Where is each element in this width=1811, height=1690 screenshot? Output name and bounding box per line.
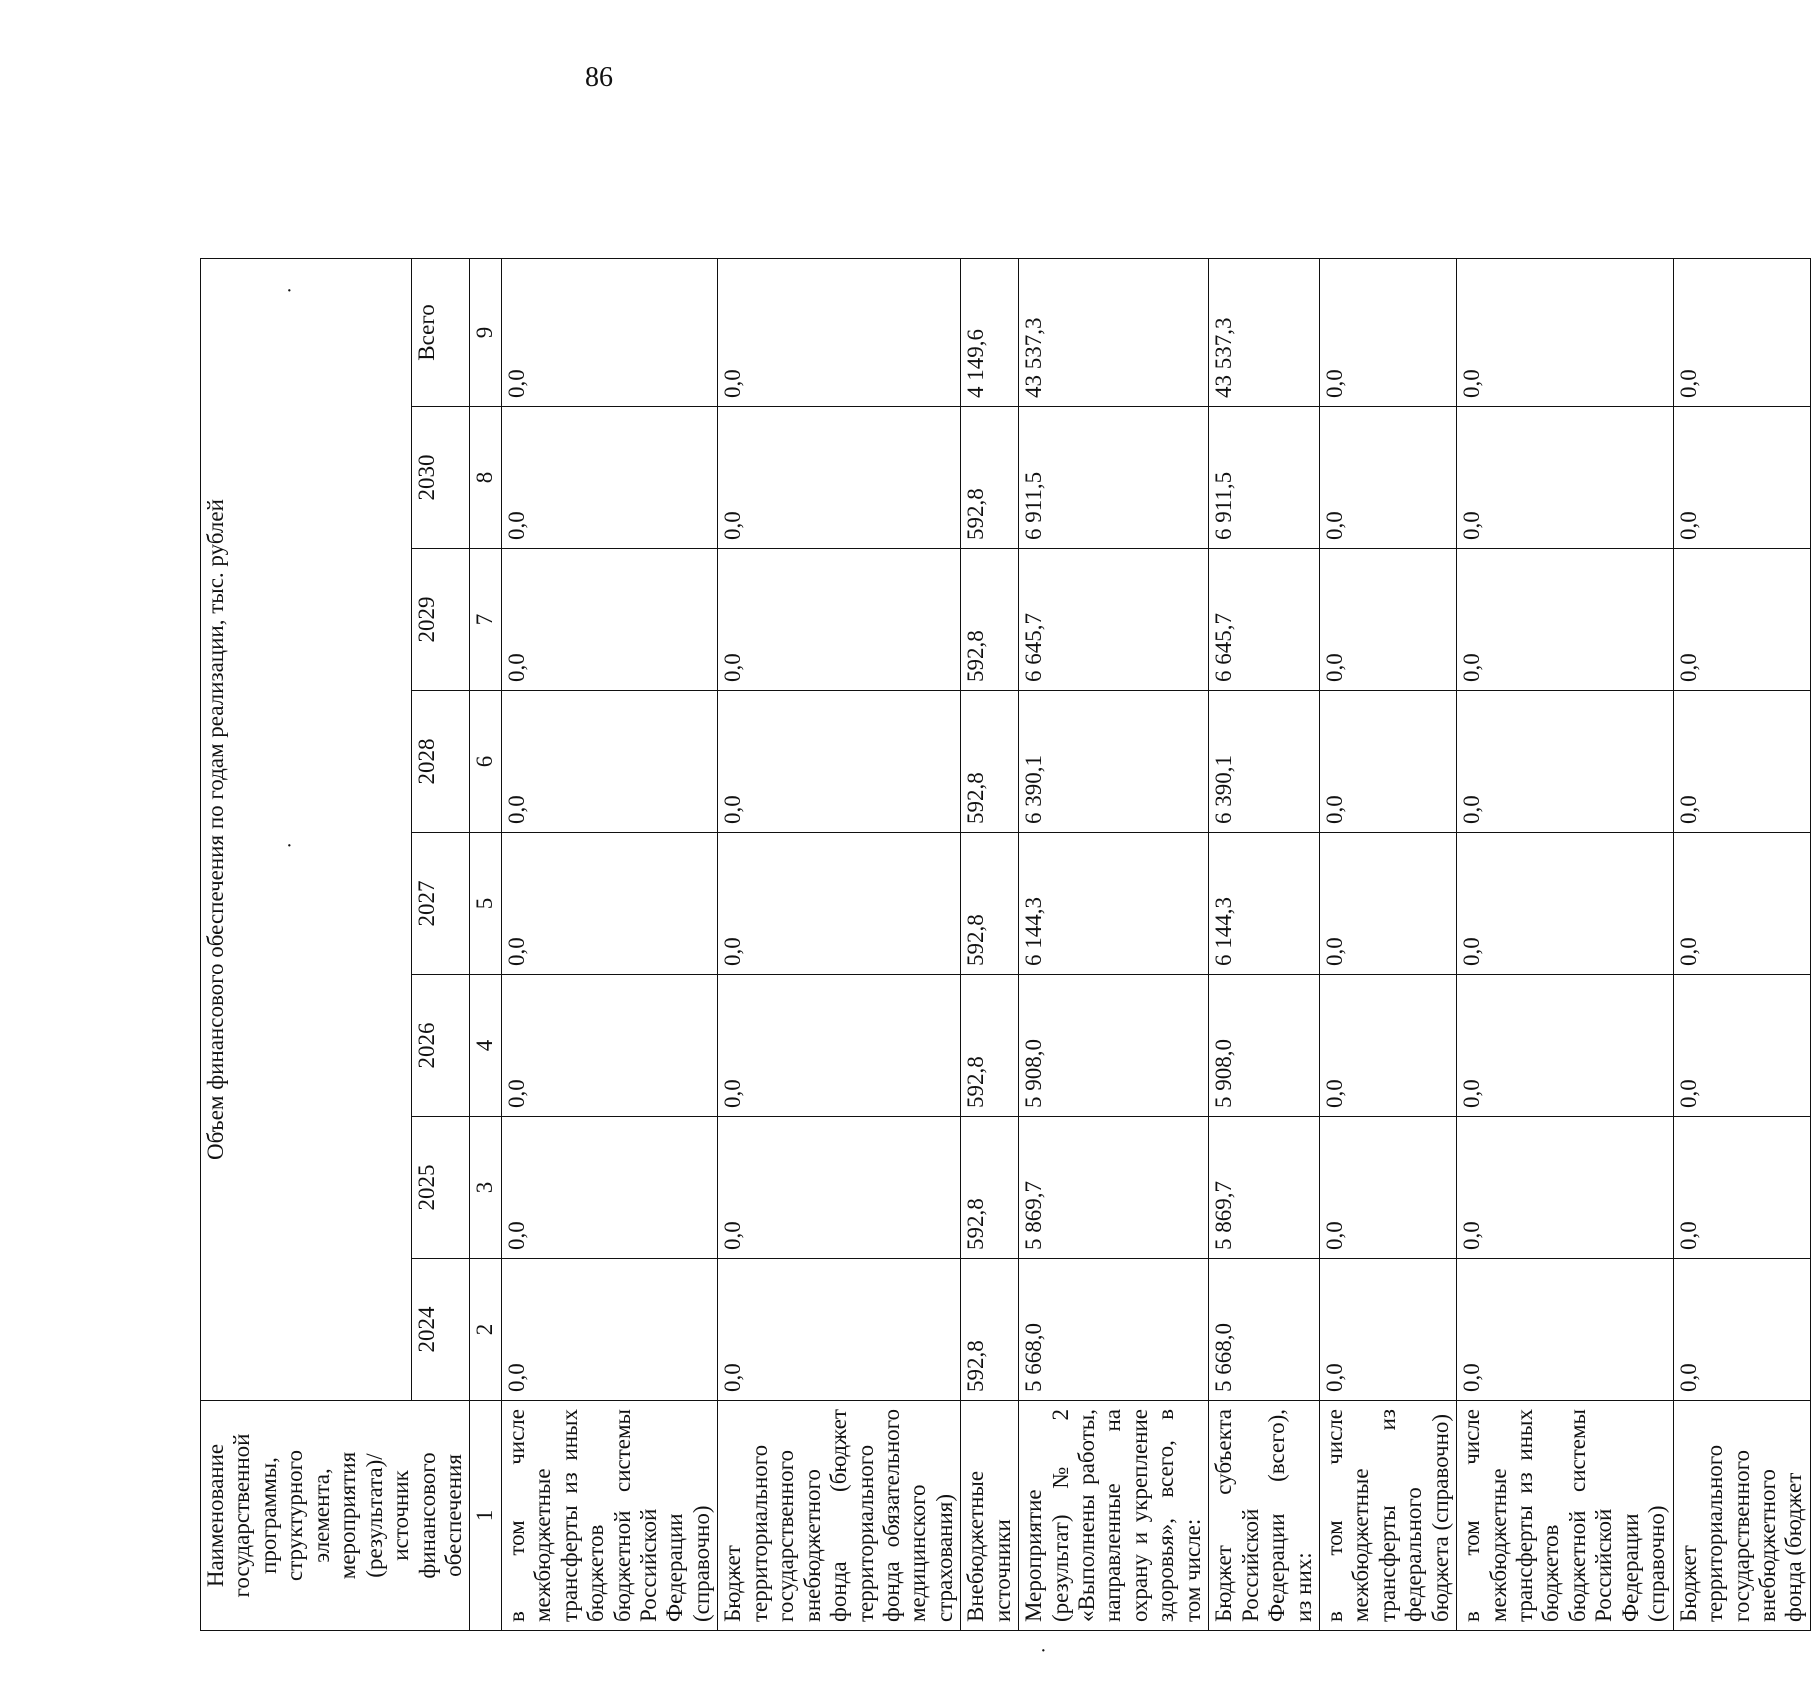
row-name-cell: Бюджет территориального государственного внебюджетного фонда (бюджет: [1673, 1401, 1810, 1631]
value-cell: 0,0: [718, 975, 961, 1117]
decorative-mark: ·: [1040, 1640, 1047, 1662]
table-row: [1673, 259, 1810, 1631]
value-cell: 5 869,7: [1209, 1117, 1320, 1259]
value-cell: 0,0: [718, 1259, 961, 1401]
value-cell: 0,0: [718, 1117, 961, 1259]
value-cell: 592,8: [961, 407, 1019, 549]
table-row: [1457, 259, 1674, 1631]
value-cell: 0,0: [501, 833, 718, 975]
value-cell: 0,0: [1457, 691, 1674, 833]
table-row: [961, 259, 1019, 1631]
index-cell: 8: [470, 407, 501, 549]
value-cell: 592,8: [961, 691, 1019, 833]
value-cell: 592,8: [961, 975, 1019, 1117]
value-cell: 0,0: [1673, 259, 1810, 407]
table-row: [1019, 259, 1209, 1631]
value-cell: 0,0: [1319, 259, 1456, 407]
value-cell: 0,0: [1457, 975, 1674, 1117]
index-cell: 4: [470, 975, 501, 1117]
value-cell: 5 908,0: [1209, 975, 1320, 1117]
row-name-cell: в том числе межбюджетные трансферты из иных бюджетов бюджетной системы Российской Федерации (справочно): [1457, 1401, 1674, 1631]
value-cell: 5 908,0: [1019, 975, 1209, 1117]
value-cell: 592,8: [961, 833, 1019, 975]
value-cell: 0,0: [1673, 975, 1810, 1117]
year-header: 2030: [411, 407, 470, 549]
value-cell: 0,0: [1457, 1259, 1674, 1401]
value-cell: 0,0: [1673, 1117, 1810, 1259]
year-header: 2027: [411, 833, 470, 975]
value-cell: 6 144,3: [1209, 833, 1320, 975]
value-cell: 0,0: [1673, 407, 1810, 549]
value-cell: 0,0: [501, 1259, 718, 1401]
index-cell: 6: [470, 691, 501, 833]
table-row: [501, 259, 718, 1631]
value-cell: 592,8: [961, 549, 1019, 691]
value-cell: 0,0: [501, 549, 718, 691]
year-header: Всего: [411, 259, 470, 407]
value-cell: 5 869,7: [1019, 1117, 1209, 1259]
value-cell: 592,8: [961, 1117, 1019, 1259]
value-cell: 0,0: [1457, 833, 1674, 975]
value-cell: 6 144,3: [1019, 833, 1209, 975]
header-row: [201, 259, 412, 1631]
header-name-cell: Наименование государственной программы, структурного элемента, мероприятия (результата)/источник финансового обеспечения: [201, 1401, 470, 1631]
table-row: [718, 259, 961, 1631]
value-cell: 6 390,1: [1209, 691, 1320, 833]
value-cell: 0,0: [501, 1117, 718, 1259]
value-cell: 592,8: [961, 1259, 1019, 1401]
value-cell: 0,0: [501, 691, 718, 833]
row-name-cell: в том числе межбюджетные трансферты из иных бюджетов бюджетной системы Российской Федерации (справочно): [501, 1401, 718, 1631]
index-cell: 3: [470, 1117, 501, 1259]
value-cell: 0,0: [1319, 549, 1456, 691]
value-cell: 0,0: [1673, 549, 1810, 691]
value-cell: 43 537,3: [1209, 259, 1320, 407]
table-row: [1209, 259, 1320, 1631]
value-cell: 6 390,1: [1019, 691, 1209, 833]
value-cell: 6 645,7: [1019, 549, 1209, 691]
rotated-table-container: [200, 259, 1807, 1631]
year-header: 2025: [411, 1117, 470, 1259]
value-cell: 0,0: [1673, 833, 1810, 975]
value-cell: 0,0: [501, 259, 718, 407]
value-cell: 5 668,0: [1019, 1259, 1209, 1401]
value-cell: 0,0: [1673, 691, 1810, 833]
value-cell: 0,0: [718, 833, 961, 975]
value-cell: 0,0: [1319, 1117, 1456, 1259]
table-row: [1319, 259, 1456, 1631]
row-name-cell: Бюджет субъекта Российской Федерации (всего), из них:: [1209, 1401, 1320, 1631]
value-cell: 0,0: [1319, 833, 1456, 975]
row-name-cell: Бюджет территориального государственного внебюджетного фонда (бюджет территориального фонда обязательного медицинского страхования): [718, 1401, 961, 1631]
value-cell: 0,0: [718, 259, 961, 407]
index-cell: 5: [470, 833, 501, 975]
value-cell: 0,0: [1457, 407, 1674, 549]
index-cell: 9: [470, 259, 501, 407]
value-cell: 0,0: [1457, 1117, 1674, 1259]
value-cell: 6 911,5: [1209, 407, 1320, 549]
header-volume-title: Объем финансового обеспечения по годам реализации, тыс. рублей: [201, 259, 412, 1401]
value-cell: 0,0: [1673, 1259, 1810, 1401]
value-cell: 0,0: [718, 549, 961, 691]
value-cell: 0,0: [1457, 549, 1674, 691]
value-cell: 0,0: [1319, 691, 1456, 833]
value-cell: 0,0: [718, 407, 961, 549]
value-cell: 5 668,0: [1209, 1259, 1320, 1401]
row-name-cell: Мероприятие (результат) № 2 «Выполнены работы, направленные на охрану и укрепление здоровья», всего, в том числе:: [1019, 1401, 1209, 1631]
row-name-cell: Внебюджетные источники: [961, 1401, 1019, 1631]
value-cell: 43 537,3: [1019, 259, 1209, 407]
year-header: 2024: [411, 1259, 470, 1401]
value-cell: 0,0: [501, 407, 718, 549]
value-cell: 0,0: [1457, 259, 1674, 407]
index-cell: 7: [470, 549, 501, 691]
year-header: 2028: [411, 691, 470, 833]
decorative-mark: ·: [286, 835, 293, 857]
financing-table: [200, 258, 1811, 1631]
year-header: 2026: [411, 975, 470, 1117]
value-cell: 0,0: [501, 975, 718, 1117]
value-cell: 4 149,6: [961, 259, 1019, 407]
value-cell: 0,0: [1319, 1259, 1456, 1401]
value-cell: 0,0: [1319, 407, 1456, 549]
index-cell: 2: [470, 1259, 501, 1401]
value-cell: 0,0: [1319, 975, 1456, 1117]
page-number: 86: [585, 62, 613, 93]
year-header: 2029: [411, 549, 470, 691]
decorative-mark: ·: [286, 280, 293, 302]
value-cell: 6 911,5: [1019, 407, 1209, 549]
value-cell: 6 645,7: [1209, 549, 1320, 691]
value-cell: 0,0: [718, 691, 961, 833]
row-name-cell: в том числе межбюджетные трансферты из федерального бюджета (справочно): [1319, 1401, 1456, 1631]
index-cell: 1: [470, 1401, 501, 1631]
index-row: [470, 259, 501, 1631]
